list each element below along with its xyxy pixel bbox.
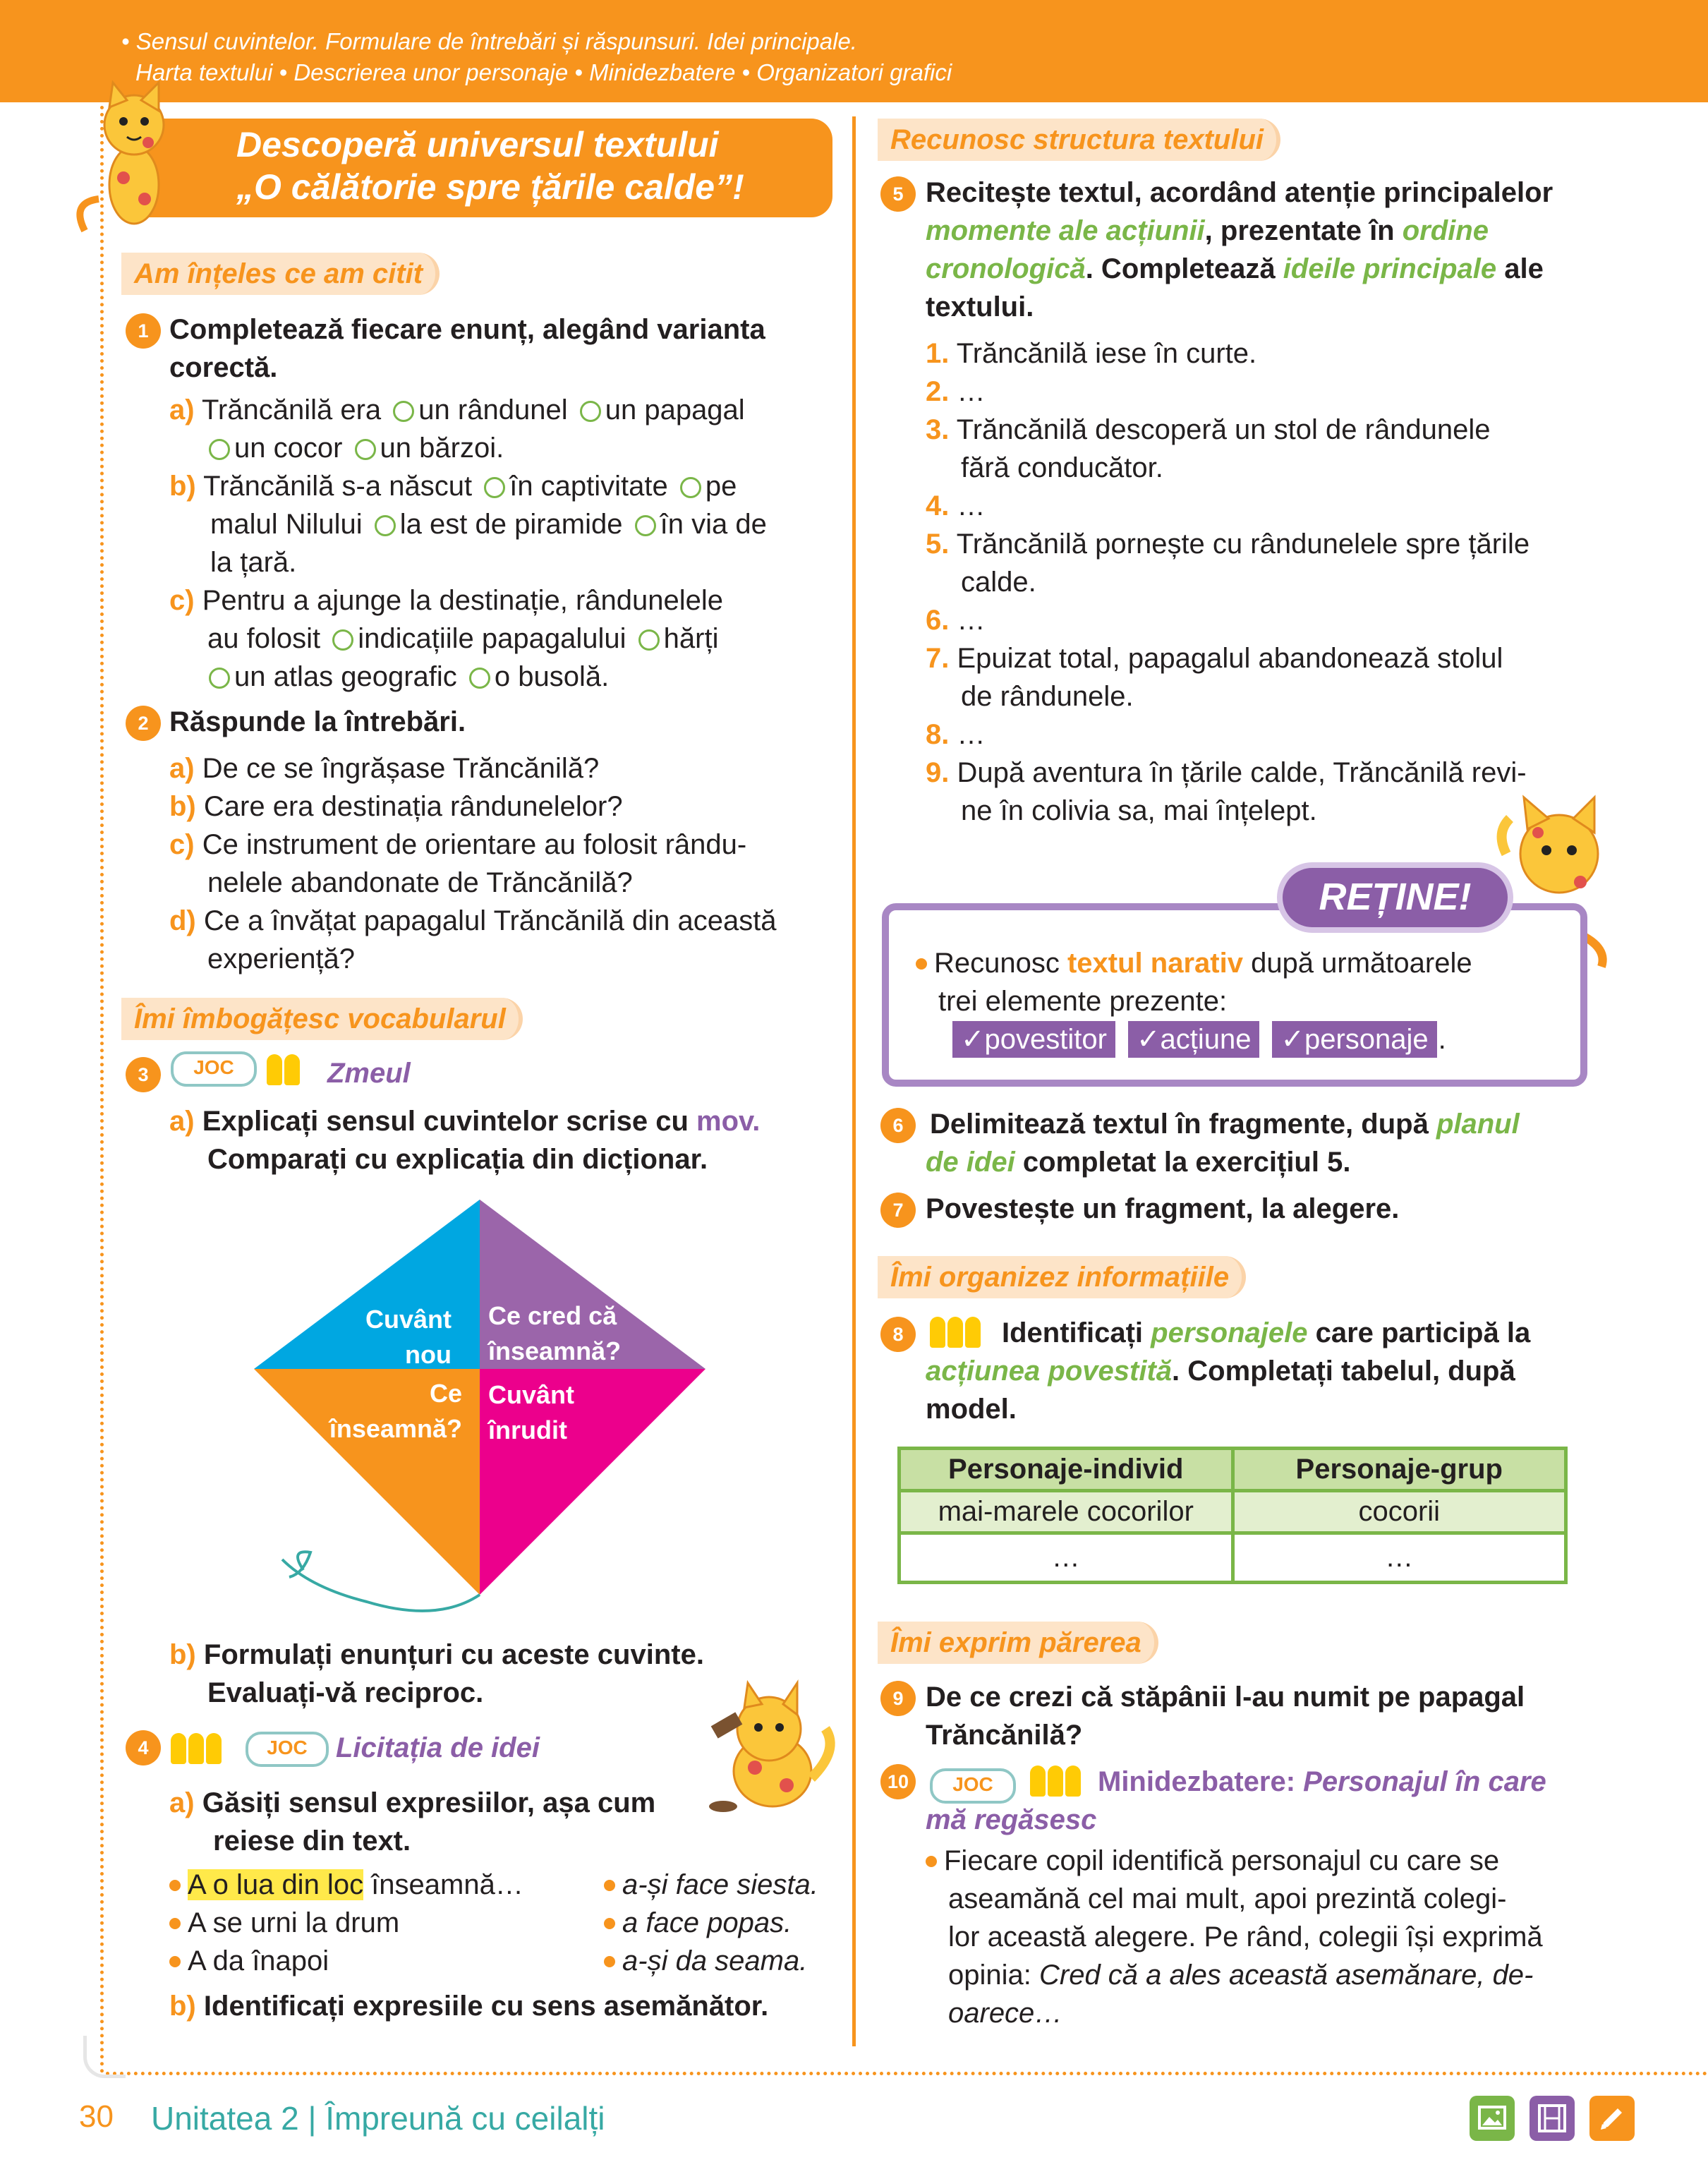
table-header-individ: Personaje-individ bbox=[900, 1449, 1233, 1491]
kite-label-bottom-left bbox=[310, 1376, 462, 1447]
bullet bbox=[926, 1856, 937, 1867]
header-line-2: Harta textului • Descrierea unor personaje • Minidezbatere • Organizatori grafici bbox=[135, 59, 952, 85]
idea-7-number: 7. bbox=[926, 643, 950, 674]
ex4-b bbox=[169, 1987, 768, 2025]
ex10-p4-text: opinia: bbox=[948, 1960, 1039, 1991]
kite-label-br-2: înrudit bbox=[488, 1416, 567, 1444]
ex1-c-line-1 bbox=[169, 581, 723, 620]
tag-actiune: ✓acțiune bbox=[1128, 1021, 1260, 1058]
ex3-b-line-1 bbox=[169, 1636, 704, 1674]
idea-8 bbox=[926, 716, 985, 754]
ex6-text-2: completat la exercițiul 5. bbox=[1014, 1147, 1351, 1178]
ex8-text-2: care participă la bbox=[1307, 1317, 1531, 1348]
ex5-line-2-mid: , prezentate în bbox=[1204, 215, 1403, 246]
ex1-a-option-4: un bărzoi. bbox=[380, 433, 504, 464]
exercise-number-6: 6 bbox=[880, 1108, 916, 1143]
ex3-b-label: b) bbox=[169, 1639, 196, 1670]
option-circle[interactable] bbox=[332, 629, 353, 651]
ex8-text-3: . Completați tabelul, după bbox=[1172, 1356, 1515, 1387]
ex1-b-option-2b: malul Nilului bbox=[210, 509, 363, 540]
meaning-2-text: a face popas. bbox=[622, 1907, 792, 1938]
retine-text-2: după următoarele bbox=[1242, 948, 1472, 979]
expression-2-text: A se urni la drum bbox=[188, 1907, 400, 1938]
ex1-c-option-3: un atlas geografic bbox=[234, 661, 457, 692]
ex5-line-4: textului. bbox=[926, 291, 1034, 322]
ex7-text: Povestește un fragment, la alegere. bbox=[926, 1193, 1400, 1224]
ex1-c-option-1: indicațiile papagalului bbox=[358, 623, 626, 654]
ex6-planul: planul bbox=[1436, 1109, 1520, 1140]
ex2-a bbox=[169, 749, 599, 787]
ex5-ideile: ideile principale bbox=[1283, 253, 1497, 284]
ex2-c-text-1: Ce instrument de orientare au folosit rându- bbox=[202, 829, 747, 860]
column-divider bbox=[852, 116, 856, 2046]
ex2-c-text-2: nelele abandonate de Trăncănilă? bbox=[207, 867, 633, 898]
exercise-number-7: 7 bbox=[880, 1193, 916, 1228]
table-header-row bbox=[900, 1449, 1566, 1491]
bullet bbox=[169, 1880, 181, 1891]
retine-badge: REȚINE! bbox=[1277, 862, 1513, 933]
ex2-a-label: a) bbox=[169, 753, 195, 784]
ex1-b-option-4a: în via de bbox=[660, 509, 767, 540]
meaning-3-text: a-și da seama. bbox=[622, 1945, 808, 1976]
header-line-1: • Sensul cuvintelor. Formulare de întrebări și răspunsuri. Idei principale. bbox=[121, 28, 857, 54]
idea-8-number: 8. bbox=[926, 719, 950, 750]
idea-5-cont: calde. bbox=[961, 567, 1036, 598]
joc-badge: JOC bbox=[930, 1768, 1016, 1804]
ex8-actiunea: acțiunea povestită bbox=[926, 1356, 1173, 1387]
ex2-a-text: De ce se îngrășase Trăncănilă? bbox=[202, 753, 600, 784]
ex1-a-label: a) bbox=[169, 394, 195, 425]
option-circle[interactable] bbox=[209, 439, 230, 460]
idea-4-text: … bbox=[957, 490, 986, 521]
ex3-b-text: Formulați enunțuri cu aceste cuvinte. bbox=[203, 1639, 704, 1670]
exercise-number-2: 2 bbox=[126, 706, 161, 741]
pair-work-icon bbox=[267, 1054, 300, 1085]
exercise-number-8: 8 bbox=[880, 1317, 916, 1352]
meaning-2 bbox=[604, 1904, 792, 1942]
idea-4-number: 4. bbox=[926, 490, 950, 521]
idea-8-text: … bbox=[957, 719, 986, 750]
bullet bbox=[169, 1918, 181, 1929]
idea-2-text: … bbox=[957, 376, 986, 407]
table-cell[interactable]: … bbox=[900, 1533, 1233, 1583]
idea-3-cont: fără conducător. bbox=[961, 452, 1163, 483]
kite-label-tr-2: înseamnă? bbox=[488, 1336, 622, 1365]
ex5-line-1: Recitește textul, acordând atenție principalelor bbox=[926, 177, 1553, 208]
group-work-icon bbox=[171, 1733, 222, 1764]
option-circle[interactable] bbox=[680, 477, 701, 498]
header-bar bbox=[0, 0, 1708, 102]
left-dotted-border bbox=[100, 106, 104, 2075]
kite-label-br-1: Cuvânt bbox=[488, 1380, 575, 1409]
characters-table bbox=[897, 1447, 1568, 1584]
table-cell: mai-marele cocorilor bbox=[900, 1491, 1233, 1533]
ex4-a-text: Găsiți sensul expresiilor, așa cum bbox=[202, 1787, 656, 1818]
expression-3 bbox=[169, 1942, 329, 1980]
ex4-game-name: Licitația de idei bbox=[336, 1732, 540, 1763]
ex1-a-line-2 bbox=[205, 429, 504, 467]
exercise-number-1: 1 bbox=[126, 313, 161, 349]
option-circle[interactable] bbox=[375, 515, 396, 536]
bottom-dotted-border bbox=[106, 2072, 1708, 2075]
cat-illustration bbox=[71, 79, 190, 241]
kite-label-top-left bbox=[353, 1302, 452, 1372]
meaning-1-text: a-și face siesta. bbox=[622, 1869, 818, 1900]
ex5-line-2 bbox=[926, 212, 1489, 250]
corner-shadow bbox=[83, 2036, 126, 2078]
ex8-line-3: model. bbox=[926, 1394, 1017, 1425]
idea-7-cont: de rândunele. bbox=[961, 681, 1134, 712]
ex2-c bbox=[169, 826, 746, 864]
idea-1-number: 1. bbox=[926, 338, 950, 369]
expression-3-text: A da înapoi bbox=[188, 1945, 329, 1976]
ex2-d-label: d) bbox=[169, 905, 196, 936]
ex4-b-label: b) bbox=[169, 1991, 196, 2022]
ex6-text-1: Delimitează textul în fragmente, după bbox=[930, 1109, 1436, 1140]
expression-1 bbox=[169, 1866, 523, 1904]
ex10-p4-italic: Cred că a ales această asemănare, de- bbox=[1038, 1960, 1534, 1991]
ex8-line-1 bbox=[1002, 1314, 1530, 1352]
kite-label-tl-1: Cuvânt bbox=[365, 1305, 452, 1334]
ex1-c-option-4: o busolă. bbox=[494, 661, 610, 692]
idea-7 bbox=[926, 639, 1503, 677]
cat-hammer-illustration bbox=[698, 1679, 847, 1821]
lesson-title-line-2: „O călătorie spre țările calde”! bbox=[236, 167, 744, 207]
group-work-icon bbox=[930, 1317, 981, 1348]
idea-9-cont: ne în colivia sa, mai înțelept. bbox=[961, 795, 1317, 826]
kite-label-bl-2: înseamnă? bbox=[329, 1414, 462, 1443]
ex8-personajele: personajele bbox=[1151, 1317, 1308, 1348]
idea-1 bbox=[926, 334, 1256, 373]
ex5-line-3-end: ale bbox=[1496, 253, 1544, 284]
ex9-line-1: De ce crezi că stăpânii l-au numit pe papagal bbox=[926, 1682, 1525, 1713]
ex10-p3: lor această alegere. Pe rând, colegii își exprimă bbox=[948, 1921, 1543, 1952]
ex4-a-label: a) bbox=[169, 1787, 195, 1818]
ex2-title: Răspunde la întrebări. bbox=[169, 706, 466, 737]
ex10-p2: aseamănă cel mai mult, apoi prezintă colegi- bbox=[948, 1883, 1507, 1914]
expression-1-highlight: A o lua din loc bbox=[188, 1869, 364, 1900]
joc-badge: JOC bbox=[246, 1732, 329, 1767]
film-icon[interactable] bbox=[1530, 2096, 1575, 2141]
ex1-b-option-1: în captivitate bbox=[509, 471, 668, 502]
kite-string bbox=[282, 1559, 480, 1611]
ex1-b-option-3: la est de piramide bbox=[399, 509, 623, 540]
idea-1-text: Trăncănilă iese în curte. bbox=[956, 338, 1257, 369]
expression-1-tail: înseamnă… bbox=[363, 1869, 523, 1900]
ex10-topic: Personajul în care bbox=[1303, 1766, 1546, 1797]
retine-tags bbox=[952, 1020, 1446, 1058]
option-circle[interactable] bbox=[209, 668, 230, 689]
ex10-line-2: mă regăsesc bbox=[926, 1804, 1097, 1835]
idea-6-text: … bbox=[957, 605, 986, 636]
ex1-b-line-1 bbox=[169, 467, 737, 505]
section-vocabular: Îmi îmbogățesc vocabularul bbox=[121, 998, 523, 1040]
ex1-a-line-1 bbox=[169, 391, 745, 429]
ex3-game-name: Zmeul bbox=[327, 1058, 411, 1089]
option-circle[interactable] bbox=[469, 668, 490, 689]
ex10-p4 bbox=[948, 1956, 1533, 1994]
ex1-instruction-line-1: Completează fiecare enunț, alegând varianta bbox=[169, 314, 765, 345]
bullet bbox=[916, 958, 927, 970]
expression-2 bbox=[169, 1904, 399, 1942]
idea-5-text: Trăncănilă pornește cu rândunelele spre țările bbox=[956, 529, 1530, 560]
lesson-title-box bbox=[120, 119, 832, 217]
meaning-1 bbox=[604, 1866, 818, 1904]
ex1-a-option-2: un papagal bbox=[605, 394, 745, 425]
table-cell[interactable]: … bbox=[1232, 1533, 1566, 1583]
group-work-icon bbox=[1030, 1765, 1081, 1797]
option-circle[interactable] bbox=[635, 515, 656, 536]
ex2-d-text-2: experiență? bbox=[207, 943, 356, 974]
ex3-a-mov: mov. bbox=[696, 1106, 761, 1137]
ex5-momente: momente ale acțiunii bbox=[926, 215, 1205, 246]
retine-line-1 bbox=[916, 944, 1472, 982]
exercise-number-10: 10 bbox=[880, 1764, 916, 1799]
table-cell: cocorii bbox=[1232, 1491, 1566, 1533]
idea-5-number: 5. bbox=[926, 529, 950, 560]
tag-personaje: ✓personaje bbox=[1272, 1021, 1436, 1058]
idea-4 bbox=[926, 487, 985, 525]
ex3-a-line-2: Comparați cu explicația din dicționar. bbox=[207, 1144, 708, 1175]
lesson-title-line-1: Descoperă universul textului bbox=[236, 125, 719, 164]
meaning-3 bbox=[604, 1942, 807, 1980]
ex4-b-text: Identificați expresiile cu sens asemănător. bbox=[203, 1991, 769, 2022]
idea-9-text: După aventura în țările calde, Trăncănilă revi- bbox=[957, 757, 1527, 788]
idea-9 bbox=[926, 754, 1527, 792]
ex1-b-option-4b: la țară. bbox=[210, 547, 297, 578]
ex10-p5: oarece… bbox=[948, 1998, 1063, 2029]
table-row bbox=[900, 1533, 1566, 1583]
ex1-b-option-2a: pe bbox=[705, 471, 737, 502]
exercise-number-9: 9 bbox=[880, 1681, 916, 1716]
idea-2-number: 2. bbox=[926, 376, 950, 407]
retine-end-period: . bbox=[1438, 1024, 1446, 1055]
bullet bbox=[604, 1956, 615, 1967]
bullet bbox=[604, 1918, 615, 1929]
ex5-line-3 bbox=[926, 250, 1544, 288]
retine-textul-narativ: textul narativ bbox=[1067, 948, 1243, 979]
option-circle[interactable] bbox=[580, 401, 601, 422]
ex3-b-line-2: Evaluați-vă reciproc. bbox=[207, 1677, 484, 1708]
ex1-c-label: c) bbox=[169, 585, 195, 616]
ex2-d bbox=[169, 902, 777, 940]
ex5-cronologica: cronologică bbox=[926, 253, 1086, 284]
section-organizez: Îmi organizez informațiile bbox=[878, 1256, 1246, 1298]
ex2-b bbox=[169, 787, 623, 826]
idea-5 bbox=[926, 525, 1530, 563]
option-circle[interactable] bbox=[355, 439, 376, 460]
kite-label-tl-2: nou bbox=[405, 1340, 452, 1369]
joc-badge: JOC bbox=[171, 1051, 257, 1087]
kite-label-bl-1: Ce bbox=[429, 1379, 462, 1408]
kite-label-bottom-right bbox=[488, 1377, 574, 1448]
ex1-b-label: b) bbox=[169, 471, 196, 502]
ex6-de-idei: de idei bbox=[926, 1147, 1015, 1178]
option-circle[interactable] bbox=[638, 629, 660, 651]
ex1-c-line-2 bbox=[207, 620, 718, 658]
ex1-c-option-2: hărți bbox=[663, 623, 719, 654]
option-circle[interactable] bbox=[484, 477, 505, 498]
section-structura: Recunosc structura textului bbox=[878, 119, 1280, 161]
ex1-instruction-line-2: corectă. bbox=[169, 352, 278, 383]
ex2-c-label: c) bbox=[169, 829, 195, 860]
ex5-line-3-mid: . Completează bbox=[1085, 253, 1283, 284]
ex2-b-label: b) bbox=[169, 791, 196, 822]
ex9-line-2: Trăncănilă? bbox=[926, 1720, 1083, 1751]
ex3-a-text: Explicați sensul cuvintelor scrise cu bbox=[202, 1106, 689, 1137]
ex1-c-line-3 bbox=[205, 658, 609, 696]
kite-label-top-right bbox=[488, 1298, 621, 1369]
table-row bbox=[900, 1491, 1566, 1533]
ex1-a-option-3: un cocor bbox=[234, 433, 343, 464]
bullet bbox=[169, 1956, 181, 1967]
retine-line-2: trei elemente prezente: bbox=[938, 986, 1228, 1017]
exercise-number-5: 5 bbox=[880, 176, 916, 212]
idea-7-text: Epuizat total, papagalul abandonează stolul bbox=[957, 643, 1503, 674]
ex10-minidezbatere: Minidezbatere: bbox=[1098, 1766, 1304, 1797]
ex1-a-text: Trăncănilă era bbox=[201, 394, 382, 425]
tag-povestitor: ✓povestitor bbox=[952, 1021, 1115, 1058]
option-circle[interactable] bbox=[393, 401, 414, 422]
image-icon[interactable] bbox=[1470, 2096, 1515, 2141]
ex6-line-2 bbox=[926, 1143, 1350, 1181]
ex10-p1 bbox=[926, 1842, 1499, 1880]
ex4-a-line-1 bbox=[169, 1784, 655, 1822]
ex1-a-option-1: un rândunel bbox=[418, 394, 568, 425]
exercise-number-3: 3 bbox=[126, 1057, 161, 1092]
idea-3-number: 3. bbox=[926, 414, 950, 445]
unit-title: Unitatea 2 | Împreună cu ceilalți bbox=[151, 2100, 605, 2137]
idea-3 bbox=[926, 411, 1491, 449]
idea-6 bbox=[926, 601, 985, 639]
section-am-inteles: Am înțeles ce am citit bbox=[121, 253, 440, 295]
idea-2 bbox=[926, 373, 985, 411]
kite-label-tr-1: Ce cred că bbox=[488, 1301, 617, 1330]
ex1-b-text: Trăncănilă s-a născut bbox=[203, 471, 473, 502]
ex2-b-text: Care era destinația rândunelelor? bbox=[203, 791, 623, 822]
ex8-text-1: Identificați bbox=[1002, 1317, 1151, 1348]
page-number: 30 bbox=[79, 2099, 114, 2134]
bullet bbox=[604, 1880, 615, 1891]
ex1-c-text-2: au folosit bbox=[207, 623, 321, 654]
pencil-icon[interactable] bbox=[1589, 2096, 1635, 2141]
ex10-line-1 bbox=[1098, 1763, 1546, 1801]
ex3-a-label: a) bbox=[169, 1106, 195, 1137]
section-parerea: Îmi exprim părerea bbox=[878, 1622, 1158, 1664]
retine-text-1: Recunosc bbox=[934, 948, 1067, 979]
ex4-a-line-2: reiese din text. bbox=[213, 1825, 411, 1857]
idea-9-number: 9. bbox=[926, 757, 950, 788]
ex3-a-line-1 bbox=[169, 1102, 760, 1140]
table-header-grup: Personaje-grup bbox=[1232, 1449, 1566, 1491]
ex8-line-2 bbox=[926, 1352, 1515, 1390]
idea-6-number: 6. bbox=[926, 605, 950, 636]
ex10-p1-text: Fiecare copil identifică personajul cu care se bbox=[944, 1845, 1500, 1876]
ex1-c-text: Pentru a ajunge la destinație, rândunelele bbox=[202, 585, 724, 616]
ex5-ordine: ordine bbox=[1402, 215, 1489, 246]
ex1-b-line-2 bbox=[210, 505, 767, 543]
ex6-line-1 bbox=[930, 1105, 1520, 1143]
ex2-d-text-1: Ce a învățat papagalul Trăncănilă din această bbox=[203, 905, 777, 936]
exercise-number-4: 4 bbox=[126, 1730, 161, 1765]
idea-3-text: Trăncănilă descoperă un stol de rândunele bbox=[956, 414, 1491, 445]
